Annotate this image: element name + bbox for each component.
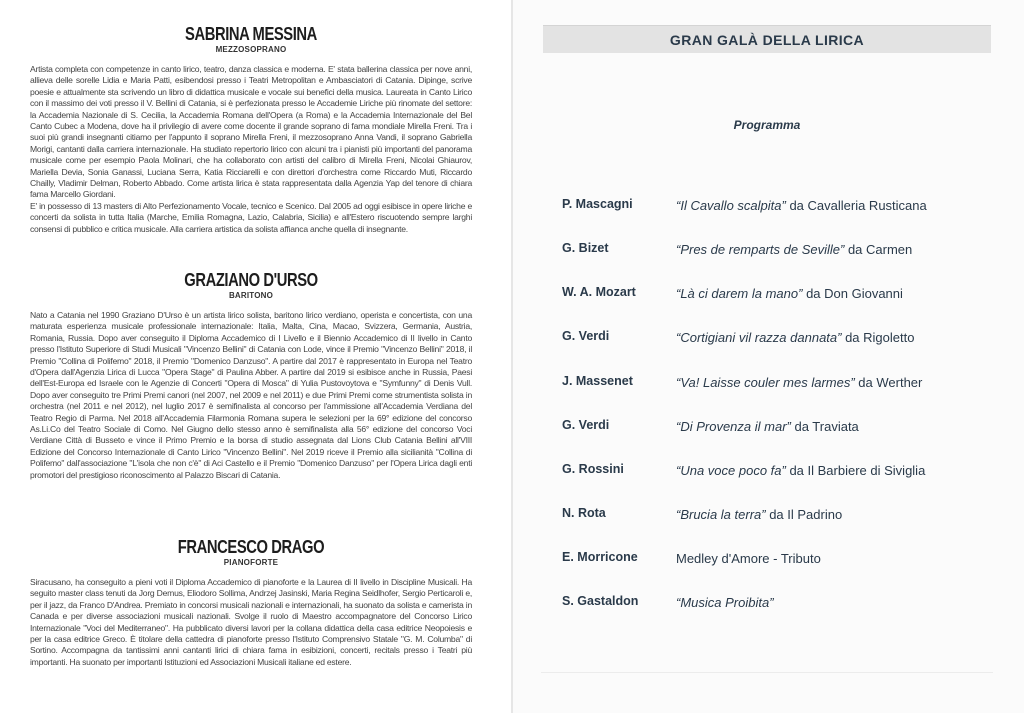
bio-name: SABRINA MESSINA — [185, 24, 317, 44]
bio-role: PIANOFORTE — [223, 558, 279, 567]
program-item — [562, 594, 982, 614]
program-piece-title: “Musica Proibita” — [676, 595, 774, 610]
bio-name: FRANCESCO DRAGO — [177, 537, 325, 557]
program-composer: G. Verdi — [562, 418, 610, 432]
program-composer: G. Verdi — [562, 329, 610, 343]
program-composer: W. A. Mozart — [562, 285, 636, 299]
program-piece-source: da Carmen — [844, 242, 913, 257]
program-item — [562, 462, 982, 482]
program-piece-source: da Werther — [854, 375, 923, 390]
program-item — [562, 374, 982, 394]
program-composer: N. Rota — [562, 506, 606, 520]
program-piece-source: da Cavalleria Rusticana — [785, 198, 927, 213]
program-piece-title: “Pres de remparts de Seville” — [676, 242, 845, 257]
program-piece-source: Medley d'Amore - Tributo — [676, 551, 821, 566]
bio-francesco-drago — [30, 537, 472, 668]
program-title: GRAN GALÀ DELLA LIRICA — [669, 31, 865, 48]
bio-role: BARITONO — [228, 291, 274, 300]
program-piece — [676, 375, 922, 390]
program-composer: P. Mascagni — [562, 197, 633, 211]
program-composer: G. Bizet — [562, 241, 609, 255]
divider — [541, 672, 993, 673]
program-piece-title: “Va! Laisse couler mes larmes” — [676, 375, 855, 390]
program-piece-source: da Traviata — [790, 419, 859, 434]
program-item — [562, 241, 982, 261]
program-piece — [676, 198, 927, 213]
program-piece — [676, 507, 842, 522]
program-piece — [676, 330, 914, 345]
bio-sabrina-messina — [30, 24, 472, 235]
program-composer: S. Gastaldon — [562, 594, 639, 608]
program-piece — [676, 595, 774, 610]
program-piece-title: “Cortigiani vil razza dannata” — [676, 330, 842, 345]
program-piece-source: da Il Barbiere di Siviglia — [785, 463, 926, 478]
bio-graziano-durso — [30, 270, 472, 481]
program-piece-source: da Don Giovanni — [802, 286, 903, 301]
program-item — [562, 285, 982, 305]
program-piece-title: “Brucia la terra” — [676, 507, 766, 522]
program-piece-title: “Là ci darem la mano” — [676, 286, 803, 301]
program-piece — [676, 463, 925, 478]
program-composer: G. Rossini — [562, 462, 624, 476]
program-piece — [676, 419, 859, 434]
program-piece-title: “Di Provenza il mar” — [676, 419, 791, 434]
program-piece-title: “Una voce poco fa” — [676, 463, 786, 478]
bio-name: GRAZIANO D'URSO — [184, 270, 318, 290]
program-item — [562, 329, 982, 349]
bio-text: Nato a Catania nel 1990 Graziano D'Urso è un artista lirico solista, baritono lirico verdiano, operista e concertista, con una maturata esperienza musicale professionale internazionale: Italia, Malta, Cina, Macao, Svizzera, Germania, Austria, Romania, Russia. Dopo aver conseguito il Diploma Accademico di I Livello e il Biennio Accademico di II livello in Canto presso l'Istituto Superiore di Studi Musicali "Vincenzo Bellini" di Catania con Lode, vince il Premio "Vincenzo Bellini" 2018, il Premio "Collina di Polifemo" 2018, il Premio "Domenico Danzuso". A partire dal 2017 è rappresentato in Europa nel Teatro d'Opera dall'Agenzia Lirica di Lucca "Opera Stage" di Paulina Abber. A partire dal 2019 si esibisce anche in Russia, Paesi dell'Est-Europa ed Israele con le Agenzie di Concerti "Opera di Mosca" di Yulia Pustovoytova e "Symfunny" di Denis Vull. Dopo aver conseguito tre Primi Premi canori (nel 2007, nel 2009 e nel 2011) e due Primi Premi come strumentista solista in orchestra (nel 2011 e nel 2012), nel luglio 2017 è semifinalista al concorso per l'ammissione all'Accademia Verdiana del Teatro Regio di Parma. Nel 2018 all'Accademia Filarmonia Romana supera le selezioni per la 69° edizione del concorso As.Li.Co del Teatro Sociale di Como. Nel Giugno dello stesso anno è semifinalista alla 56° edizione del concorso Voci Verdiane Città di Busseto e vince il Primo Premio e la borsa di studio assegnata dal Lions Club Catania Bellini all'VIII Edizione del Concorso Internazionale di Canto Lirico "Vincenzo Bellini". Nel 2019 riceve il Premio alla sicilianità "Collina di Polifemo" dall'associazione "L'isola che non c'è" di Aci Castello e il Premio "Domenico Danzuso" per l'Opera Lirica dagli enti promotori del prestigioso riconoscimento al Palazzo Biscari di Catania. — [30, 310, 472, 480]
program-piece-title: “Il Cavallo scalpita” — [676, 198, 786, 213]
program-subtitle: Programma — [733, 118, 801, 132]
page-fold — [511, 0, 513, 713]
bio-text: Siracusano, ha conseguito a pieni voti il Diploma Accademico di pianoforte e la Laurea di II livello in Discipline Musicali. Ha seguito master class tenuti da Jorg Demus, Eliodoro Sollima, Andrzej Jasinski, Maria Regina Seidlhofer, Sergio Perticaroli e, per il jazz, da Franco D'Andrea. Premiato in concorsi musicali nazionali e internazionali, ha suonato da solista e camerista in Canada e per diverse associazioni musicali nazionali. Svolge il ruolo di Maestro accompagnatore del Concorso Lirico Internazionale "Voci del Mediterraneo". Ha pubblicato diversi lavori per la collana didattica della casa editrice Neopoiesis e per la casa editrice Greco. È titolare della cattedra di pianoforte presso l'Istituto Comprensivo Statale "G. M. Columba" di Sortino. Accompagna da tantissimi anni cantanti lirici di chiara fama in esibizioni, concerti, recitals presso i Teatri più importanti. Ha suonato per importanti Istituzioni ed Associazioni Musicali italiane ed estere. — [30, 577, 472, 667]
program-piece — [676, 551, 821, 566]
program-item — [562, 550, 982, 570]
program-item — [562, 506, 982, 526]
program-piece-source: da Il Padrino — [765, 507, 843, 522]
program-item — [562, 418, 982, 438]
program-piece — [676, 242, 912, 257]
program-piece — [676, 286, 903, 301]
bio-role: MEZZOSOPRANO — [215, 45, 287, 54]
program-piece-source: da Rigoletto — [841, 330, 915, 345]
program-item — [562, 197, 982, 217]
program-header — [543, 25, 991, 53]
program-composer: E. Morricone — [562, 550, 638, 564]
program-composer: J. Massenet — [562, 374, 633, 388]
bio-text: Artista completa con competenze in canto lirico, teatro, danza classica e moderna. E' stata ballerina classica per nove anni, allieva delle sorelle Lidia e Maria Patti, esibendosi presso i Teatri Metropolitan e Ambasciatori di Catania. Dipinge, scrive poesie e attualmente sta scrivendo un libro di didattica musicale e vocale sui benefici della musica. Laureata in Canto Lirico con il massimo dei voti presso il V. Bellini di Catania, si è perfezionata presso le Accademie Liriche più rinomate del settore: la Accademia Nazionale di S. Cecilia, la Accademia Romana dell'Opera (a Roma) e la Accademia Internazionale del Bel Canto Cubec a Modena, dove ha il privilegio di avere come docente il grande soprano di fama mondiale Mirella Freni. Tra i suoi più grandi insegnanti citiamo per l'appunto il soprano Mirella Freni, il mezzosoprano Anna Vandi, il soprano Gabriella Morigi, cantanti dalla carriera internazionale. Ha studiato repertorio lirico con alcuni tra i pianisti più importanti del panorama musicale come per esempio Paola Molinari, che ha collaborato con artisti del calibro di Mirella Freni, Nicolai Ghiaurov, Mariella Devia, Sonia Ganassi, Luciana Serra, Katia Ricciarelli e con direttori d'orchestra come Riccardo Muti, Riccardo Chailly, Vladimir Delman, Roberto Abbado. Come artista lirica è stata rappresentata dalla Agenzia Yap del tenore di chiara fama Marcello Giordani. E' in possesso di 13 masters di Alto Perfezionamento Vocale, tecnico e Scenico. Dal 2005 ad oggi esibisce in opere liriche e concerti da solista in tutta Italia (Marche, Emilia Romagna, Lazio, Calabria, Sicilia) e all'Estero riscuotendo sempre larghi consensi di pubblico e critica musicale. Alla carriera artistica da solista affianca anche quella di insegnante. — [30, 64, 472, 234]
